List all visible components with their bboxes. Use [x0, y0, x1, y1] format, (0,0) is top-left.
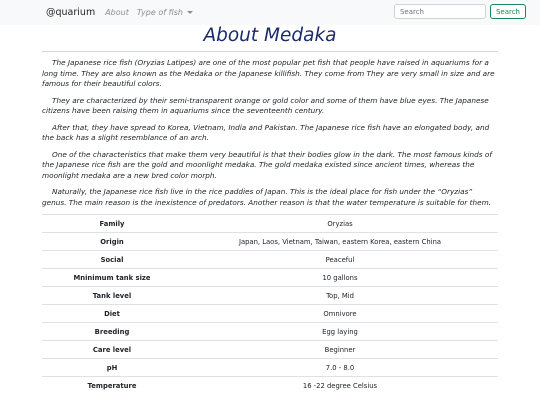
nav-about[interactable]: About — [105, 8, 129, 17]
table-row — [42, 215, 498, 233]
paragraph-glow: One of the characteristics that make them very beautiful is that their bodies glow in the dark. The most famous kinds of the Japanese rice fish are the gold and moonlight medaka. The gold medaka existed since ancient times, whereas the moonlight medaka are a new bred color morph. — [42, 149, 492, 180]
fact-value: 16 -22 degree Celsius — [182, 377, 498, 395]
fact-value: Top, Mid — [182, 287, 498, 305]
fact-value: Beginner — [182, 341, 498, 359]
table-row — [42, 305, 498, 323]
fact-value: Peaceful — [182, 251, 498, 269]
title-divider — [42, 51, 498, 52]
fact-value: Omnivore — [182, 305, 498, 323]
fact-value: Egg laying — [182, 323, 498, 341]
fact-key: pH — [42, 359, 182, 377]
main-content — [42, 25, 498, 394]
paragraph-intro: The Japanese rice fish (Oryzias Latipes) are one of the most popular pet fish that people have raised in aquariums for a long time. They are also known as the Medaka or the Japanese killifish. They come from They are very small in size and are famous for their beautiful colors. — [42, 58, 495, 88]
table-row — [42, 269, 498, 287]
facts-table — [42, 214, 498, 394]
navbar — [0, 0, 540, 25]
nav-type-of-fish-label: Type of fish — [136, 8, 183, 17]
table-row — [42, 287, 498, 305]
fact-key: Mninimum tank size — [42, 269, 182, 287]
brand-link[interactable]: @quarium — [46, 7, 96, 18]
fact-key: Family — [42, 215, 182, 233]
table-row — [42, 323, 498, 341]
chevron-down-icon — [187, 11, 193, 14]
fact-key: Tank level — [42, 287, 182, 305]
search-button[interactable]: Search — [490, 4, 526, 19]
nav-type-of-fish-dropdown[interactable] — [137, 8, 193, 17]
page-title: About Medaka — [203, 25, 337, 46]
table-row — [42, 251, 498, 269]
table-row — [42, 377, 498, 395]
fact-key: Social — [42, 251, 182, 269]
fact-value: 7.0 - 8.0 — [182, 359, 498, 377]
paragraph-spread: After that, they have spread to Korea, Vietnam, India and Pakistan. The Japanese rice fish have an elongated body, and the back has a slight resemblance of an arch. — [42, 122, 490, 142]
fact-key: Origin — [42, 233, 182, 251]
fact-value: 10 gallons — [182, 269, 498, 287]
fact-key: Care level — [42, 341, 182, 359]
paragraph-habitat: Naturally, the Japanese rice fish live in the rice paddies of Japan. This is the ideal place for fish under the “Oryzias” genus. The main reason is the inexistence of predators. Another reason is that the water temperature is suitable for them. — [42, 187, 492, 207]
table-row — [42, 341, 498, 359]
fact-key: Temperature — [42, 377, 182, 395]
fact-key: Diet — [42, 305, 182, 323]
fact-value: Japan, Laos, Vietnam, Taiwan, eastern Korea, eastern China — [182, 233, 498, 251]
search-input[interactable] — [394, 4, 486, 19]
paragraph-color: They are characterized by their semi-transparent orange or gold color and some of them have blue eyes. The Japanese citizens have been raising them in aquariums since the seventeenth century. — [42, 95, 489, 115]
fact-value: Oryzias — [182, 215, 498, 233]
table-row — [42, 359, 498, 377]
search-form — [394, 4, 526, 19]
fact-key: Breeding — [42, 323, 182, 341]
table-row — [42, 233, 498, 251]
